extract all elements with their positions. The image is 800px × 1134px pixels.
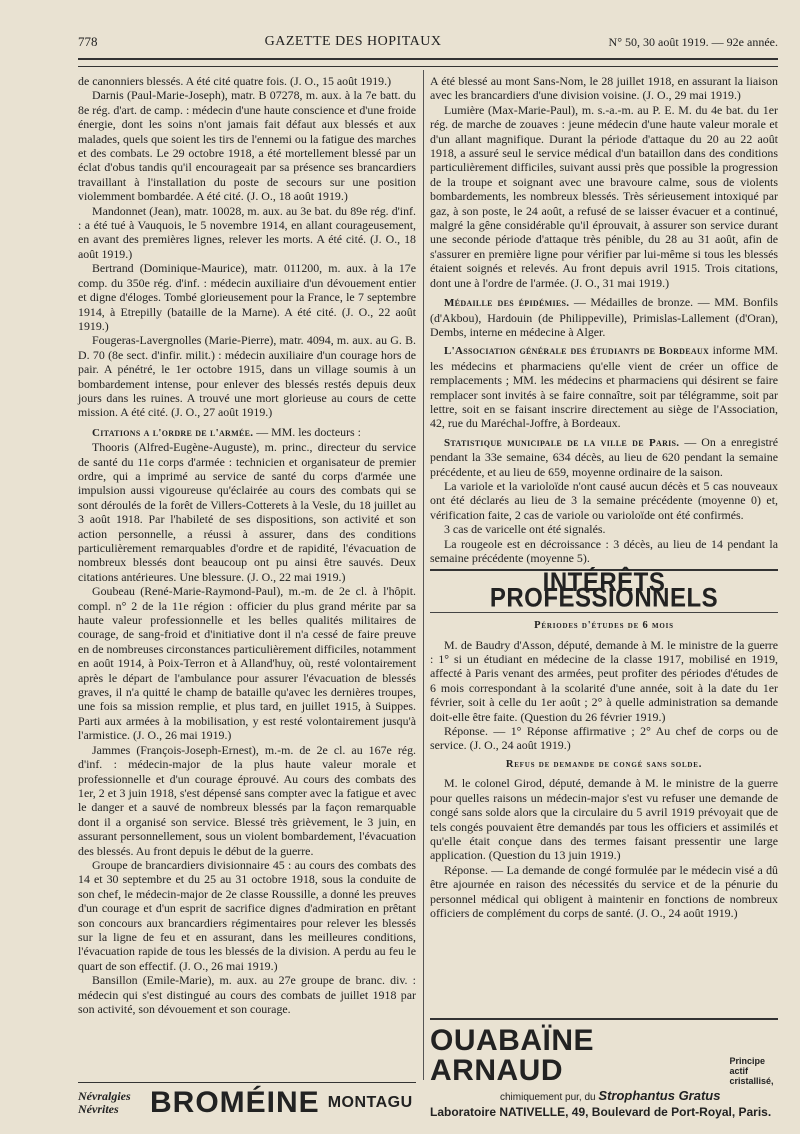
ouabaine-brand: OUABAÏNE ARNAUD <box>430 1024 595 1087</box>
ouabaine-ad <box>430 1018 778 1119</box>
ouabaine-sub-text: chimiquement pur, du <box>500 1092 596 1103</box>
bromeine-indication: Névrites <box>78 1102 119 1116</box>
refus-heading: Refus de demande de congé sans solde. <box>505 758 703 770</box>
paragraph: Lumière (Max-Marie-Paul), m. s.-a.-m. au P. E. M. du 4e bat. du 1er rég. de marche de zouaves : jeune médecin d'une haute valeur morale et d'un allant magnifique. Durant la période d'attaque du 20 au 22 août 1918, a assuré seul le service médical d'un bataillon dans des conditions particulièrement difficiles, suivant aussi près que possible la progression de la troupe et soignant avec une bravoure calme, sous de violents bombardements, les nombreux blessés. Très sérieusement intoxiqué par gaz, à son poste, le 24 août, a refusé de se laisser évacuer et a continué, malgré la gêne considérable qu'il éprouvait, à assurer son service durant une seconde période d'attaque très pénible, du 28 au 31 août, afin de s'assurer en première ligne pour vérifier par lui-même si tous les blessés étaient soignés et relevés. Au front depuis avril 1915. Trois citations, dont une à l'ordre de l'armée. (J. O., 31 mai 1919.) <box>430 102 778 290</box>
paragraph: Bansillon (Emile-Marie), m. aux. au 27e groupe de branc. div. : médecin qui s'est distingué au cours des combats de juillet 1918 par son activité, son dévouement et son courage. <box>78 973 416 1016</box>
column-divider <box>423 70 424 1080</box>
left-column <box>78 74 416 1016</box>
page-header <box>78 30 778 54</box>
ouabaine-sub <box>500 1088 778 1103</box>
journal-title: GAZETTE DES HOPITAUX <box>264 34 442 49</box>
paragraph: Darnis (Paul-Marie-Joseph), matr. B 07278, m. aux. à la 7e batt. du 8e rég. d'art. de camp. : médecin d'une haute conscience et d'une froide énergie, dont les soins n'ont jamais fait défaut aux blessés et aux malades, quels que soient les tirs de l'ennemi ou la fatigue des marches et des combats. Le 29 octobre 1918, a été mortellement blessé par un éclat d'obus tandis qu'il encourageait par sa présence ses brancardiers travaillant à l'installation du poste de secours sur une position violemment bombardée. A été cité. (J. O., 18 août 1919.) <box>78 88 416 204</box>
paragraph: La rougeole est en décroissance : 3 décès, au lieu de 14 pendant la semaine précédente (moyenne 5). <box>430 536 778 565</box>
header-rule <box>78 58 778 60</box>
paragraph: La variole et la varioloïde n'ont causé aucun décès et 5 cas nouveaux ont été déclarés au lieu de 3 la semaine précédente (moyenne 0) et, vérification faite, 2 cas de variole ou varioloïde ont été confirmés. <box>430 478 778 522</box>
association-section <box>430 343 778 430</box>
paragraph: Thooris (Alfred-Eugène-Auguste), m. princ., directeur du service de santé du 11e corps d'armée : technicien et organisateur de premier ordre, qui a imprimé au service de santé du corps d'armée une impulsion aussi vigoureuse qu'éclairée au cours des combats qui se sont déroulés de la forêt de Villers-Cotterets à la Vesle, du 18 juillet au 3 août 1918. Par l'habileté de ses dispositions, son activité et son action personnelle, a réussi à assurer, dans des conditions particulièrement remarquables d'ordre et de rapidité, l'évacuation de nombreux blessés dont beaucoup ont pu ainsi être sauvés. Deux citations antérieures. Une blessure. (J. O., 22 mai 1919.) <box>78 440 416 584</box>
stat-heading: Statistique municipale de la ville de Paris. <box>444 436 680 449</box>
paragraph: Jammes (François-Joseph-Ernest), m.-m. de 2e cl. au 167e rég. d'inf. : médecin-major de la plus haute valeur morale et professionnelle et d'un courage éprouvé. Au cours des combats des 1er, 2 et 3 juin 1918, s'est dépensé sans compter avec la fatigue et avec le danger et a sauvé de nombreux blessés par la façon remarquable dont il a organisé son service. Blessé très grièvement, le 3 juin, en assurant personnellement, sous un violent bombardement, l'évacuation des blessés. Au front depuis le début de la guerre. <box>78 742 416 858</box>
right-column <box>430 74 778 920</box>
periodes-heading: Périodes d'études de 6 mois <box>534 620 674 632</box>
association-heading: L'Association générale des étudiants de Bordeaux <box>444 345 710 358</box>
paragraph: Mandonnet (Jean), matr. 10028, m. aux. au 3e bat. du 89e rég. d'inf. : a été tué à Vauquois, le 5 novembre 1914, en allant courageusement, en avant des premières lignes, relever les morts. A été cité. (J. O., 18 août 1919.) <box>78 203 416 261</box>
citations-section <box>78 425 416 440</box>
paragraph: 3 cas de varicelle ont été signalés. <box>444 522 606 537</box>
paragraph: Bertrand (Dominique-Maurice), matr. 011200, m. aux. à la 17e comp. du 350e rég. d'inf. : médecin auxiliaire d'un dévouement entier et digne d'éloges. Tombé glorieusement pour la France, le 7 septembre 1914, à Etrepilly (bataille de la Marne). A été cité. (J. O., 22 août 1919.) <box>78 261 416 333</box>
bromeine-brand: BROMÉINE <box>150 1086 320 1119</box>
paragraph: M. le colonel Girod, député, demande à M. le ministre de la guerre pour quelles raisons un médecin-major s'est vu refuser une demande de congé sans solde alors que la circulaire du 5 avril 1919 prévoyait que de tels congés pouvaient être demandés par tous les officiers et assimilés et qu'elle était conçue dans des termes faisant pressentir une large application. (Question du 13 juin 1919.) <box>430 776 778 863</box>
page-number: 778 <box>78 34 98 49</box>
medaille-section <box>430 295 778 339</box>
association-text: informe MM. les médecins et pharmaciens qu'elle vient de créer un office de remplacements ; MM. les médecins et pharmaciens qui désirent se faire remplacer sont invités à se faire connaître, soit par télégramme, soit par lettre, soit en se faisant inscrire directement au siège de l'Association, 42, rue du Maréchal-Joffre, à Bordeaux. <box>430 343 778 431</box>
bromeine-ad <box>78 1082 416 1123</box>
paragraph: Réponse. — La demande de congé formulée par le médecin visé a dû être ajournée en raison des nécessités du service et de la pénurie du personnel médical qui obligent à maintenir en fonctions de nombreux officiers de complément du corps de santé. (J. O., 24 août 1919.) <box>430 862 778 920</box>
citations-intro: — MM. les docteurs : <box>253 424 361 439</box>
paragraph: A été blessé au mont Sans-Nom, le 28 juillet 1918, en assurant la liaison avec les brancardiers d'une division voisine. (J. O., 29 mai 1919.) <box>430 74 778 103</box>
section-banner: INTÉRÊTS PROFESSIONNELS <box>489 568 719 614</box>
paragraph: de canonniers blessés. A été cité quatre fois. (J. O., 15 août 1919.) <box>78 74 392 88</box>
medaille-heading: Médaille des épidémies. <box>444 297 570 310</box>
stat-text: — On a enregistré pendant la 33e semaine, 634 décès, au lieu de 620 pendant la semaine précédente, et au lieu de 659, moyenne ordinaire de la saison. <box>430 434 778 479</box>
stat-section <box>430 435 778 479</box>
bromeine-indication: Névralgies <box>78 1089 131 1103</box>
citations-heading: Citations a l'ordre de l'armée. <box>92 426 254 439</box>
issue-info: N° 50, 30 août 1919. — 92e année. <box>608 34 778 49</box>
ouabaine-note: Principe actif cristallisé, <box>729 1056 774 1086</box>
paragraph: Groupe de brancardiers divisionnaire 45 : au cours des combats des 14 et 30 septembre et du 25 au 31 octobre 1918, sous la conduite de son chef, le médecin-major de 2e classe Roussille, a donné les preuves d'un courage et d'un esprit de sacrifice dignes d'admiration en prêtant son concours aux brancardiers régimentaires pour relever les blessés sur la ligne de feu et en assurant, dans les meilleures conditions, l'évacuation rapide de tous les blessés de la division. A perdu au feu le quart de son effectif. (J. O., 26 mai 1919.) <box>78 857 416 973</box>
paragraph: Réponse. — 1° Réponse affirmative ; 2° Au chef de corps ou de service. (J. O., 24 août 1919.) <box>430 724 778 753</box>
medaille-text: — Médailles de bronze. — MM. Bonfils (d'Akbou), Hardouin (de Philippeville), Primislas-Lallement (d'Oran), Dembs, interne en médecine à Alger. <box>430 295 778 339</box>
bromeine-indications <box>78 1090 144 1116</box>
ouabaine-row <box>430 1026 778 1086</box>
paragraph: Fougeras-Lavergnolles (Marie-Pierre), matr. 4094, m. aux. au G. B. D. 70 (8e sect. d'infir. milit.) : médecin auxiliaire d'un courage hors de pair. A pénétré, le 1er octobre 1915, dans un village soumis à un bombardement intense, pour enlever des blessés restés depuis deux jours dans les ruines. A trouvé une mort glorieuse au cours de cette mission. A été cité. (J. O., 27 août 1919.) <box>78 333 416 420</box>
ouabaine-sub-bold: Strophantus Gratus <box>598 1088 721 1103</box>
ouabaine-lab: Laboratoire NATIVELLE, 49, Boulevard de Port-Royal, Paris. <box>430 1105 772 1119</box>
header-rule-thin <box>78 66 778 67</box>
paragraph: M. de Baudry d'Asson, député, demande à M. le ministre de la guerre : 1° si un étudiant en médecine de la classe 1917, mobilisé en 1919, affecté à Paris venant des armées, peut profiter des périodes d'études de 6 mois correspondant à la scolarité d'une année, soit à la date du 1er février, soit à celle du 1er août ; 2° à quelle administration sa demande doit-elle être faite. (Question du 26 février 1919.) <box>430 637 778 724</box>
paragraph: Goubeau (René-Marie-Raymond-Paul), m.-m. de 2e cl. à l'hôpit. compl. n° 2 de la 11e région : officier du plus grand mérite par sa haute valeur professionnelle et les belles qualités militaires de courage, de sang-froid et d'initiative dont il n'a cessé de faire preuve en de nombreuses circonstances particulièrement difficiles, notamment en août 1914, à Poix-Terron et à Alland'huy, où, resté volontairement après le départ de l'ambulance pour assurer l'évacuation de blessés graves, il n'a quitté le champ de bataille qu'avec les dernières troupes, une fois sa mission remplie, et plus tard, en juillet 1915, à Suippes. Parti aux armées à la mobilisation, y est resté volontairement jusqu'à l'armistice. (J. O., 26 mai 1919.) <box>78 584 416 743</box>
bromeine-maker: MONTAGU <box>327 1094 413 1111</box>
